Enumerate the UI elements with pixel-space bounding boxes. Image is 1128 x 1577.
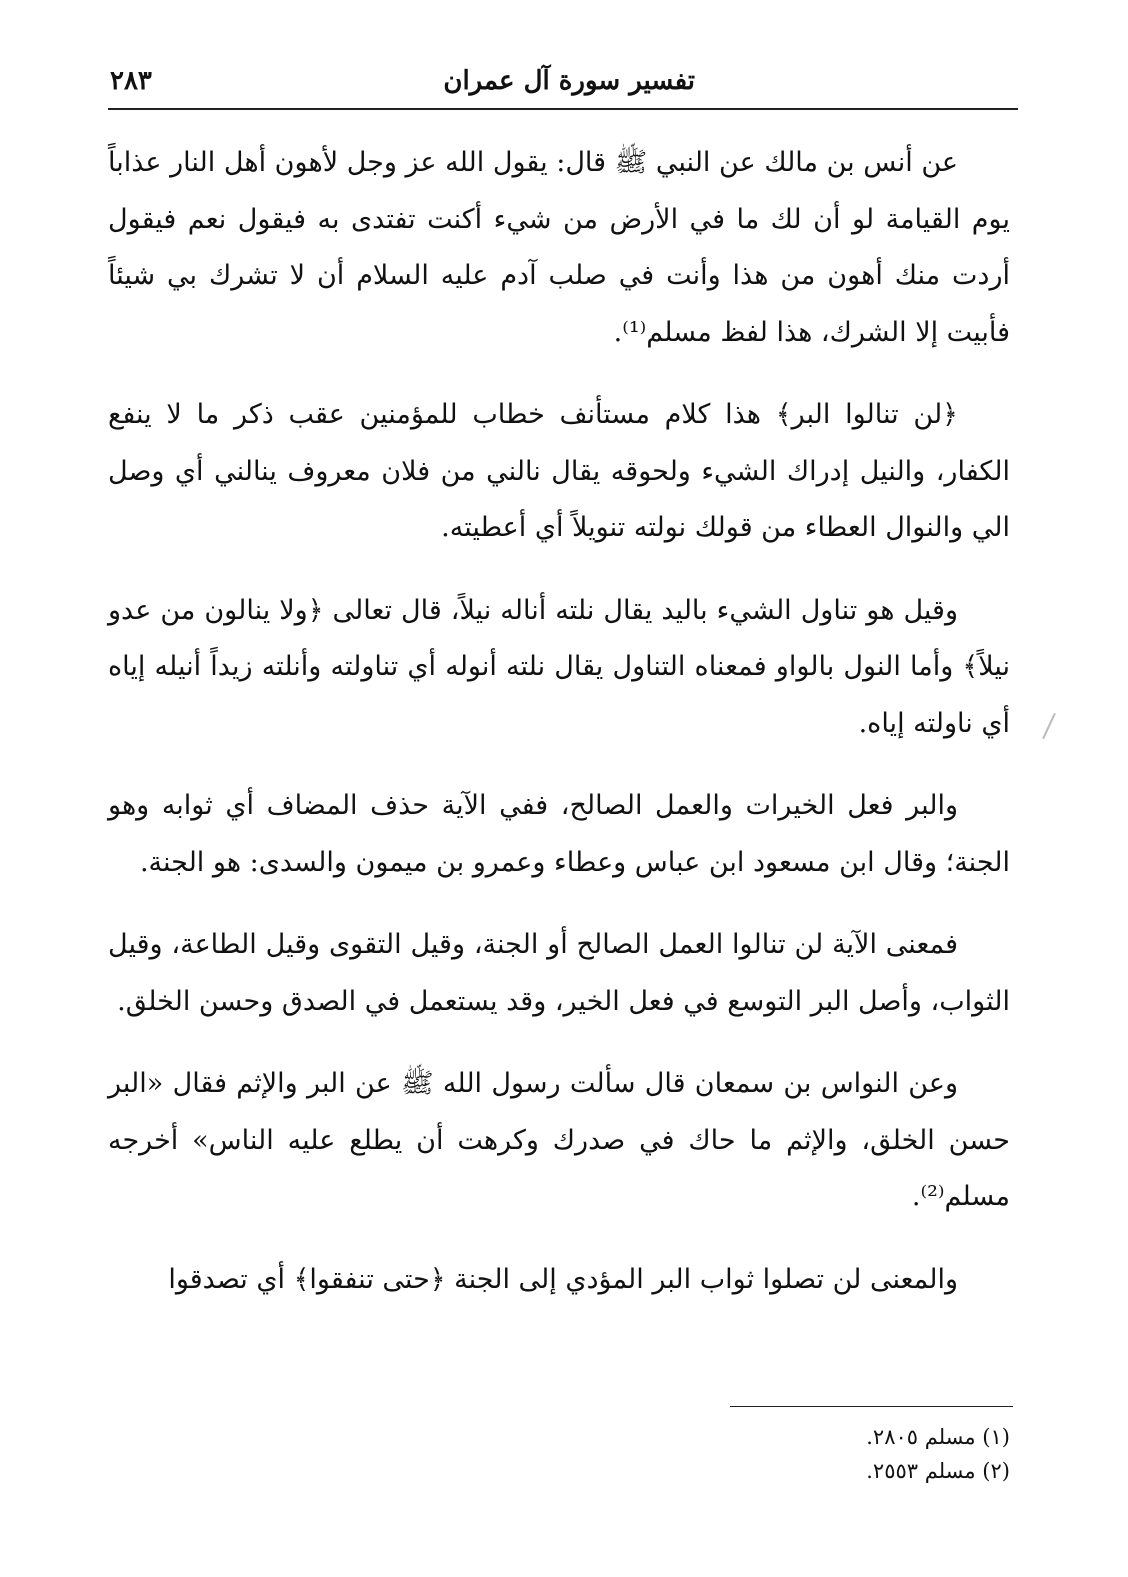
paragraph: وعن النواس بن سمعان قال سألت رسول الله ﷺ عن البر والإثم فقال «البر حسن الخلق، والإثم ما حاك في صدرك وكرهت أن يطلع عليه الناس» أخرجه مسلم⁽²⁾.	[108, 1068, 1010, 1212]
paragraph: فمعنى الآية لن تنالوا العمل الصالح أو الجنة، وقيل التقوى وقيل الطاعة، وقيل الثواب، وأصل البر التوسع في فعل الخير، وقد يستعمل في الصدق وحسن الخلق.	[108, 929, 1010, 1017]
footnote-separator	[730, 1406, 1013, 1407]
paragraph: عن أنس بن مالك عن النبي ﷺ قال: يقول الله عز وجل لأهون أهل النار عذاباً يوم القيامة لو أن لك ما في الأرض من شيء أكنت تفتدى به فيقول نعم فيقول أردت منك أهون من هذا وأنت في صلب آدم عليه السلام أن لا تشرك بي شيئاً فأبيت إلا الشرك، هذا لفظ مسلم⁽¹⁾.	[108, 147, 1010, 348]
running-title: تفسير سورة آل عمران	[443, 66, 695, 96]
page-number: ٢٨٣	[110, 66, 152, 96]
paragraph: ﴿لن تنالوا البر﴾ هذا كلام مستأنف خطاب للمؤمنين عقب ذكر ما لا ينفع الكفار، والنيل إدراك الشيء ولحوقه يقال نالني من فلان معروف ينالني أي وصل الي والنوال العطاء من قولك نولته تنويلاً أي أعطيته.	[108, 399, 1010, 543]
paragraph: والبر فعل الخيرات والعمل الصالح، ففي الآية حذف المضاف أي ثوابه وهو الجنة؛ وقال ابن مسعود ابن عباس وعطاء وعمرو بن ميمون والسدى: هو الجنة.	[108, 790, 1010, 878]
footnote: (١) مسلم ٢٨٠٥.	[866, 1425, 1010, 1449]
main-text	[108, 135, 1010, 1334]
running-header	[110, 58, 1015, 106]
footnote: (٢) مسلم ٢٥٥٣.	[866, 1459, 1010, 1483]
header-rule	[108, 108, 1018, 110]
paragraph: والمعنى لن تصلوا ثواب البر المؤدي إلى الجنة ﴿حتى تنفقوا﴾ أي تصدقوا	[168, 1263, 958, 1295]
paragraph: وقيل هو تناول الشيء باليد يقال نلته أناله نيلاً، قال تعالى ﴿ولا ينالون من عدو نيلاً﴾ وأما النول بالواو فمعناه التناول يقال نلته أنوله أي تناولته وأنلته زيداً أنيله إياه أي ناولته إياه.	[108, 594, 1010, 739]
footnotes	[700, 1420, 1010, 1488]
scan-mark	[1042, 713, 1056, 739]
